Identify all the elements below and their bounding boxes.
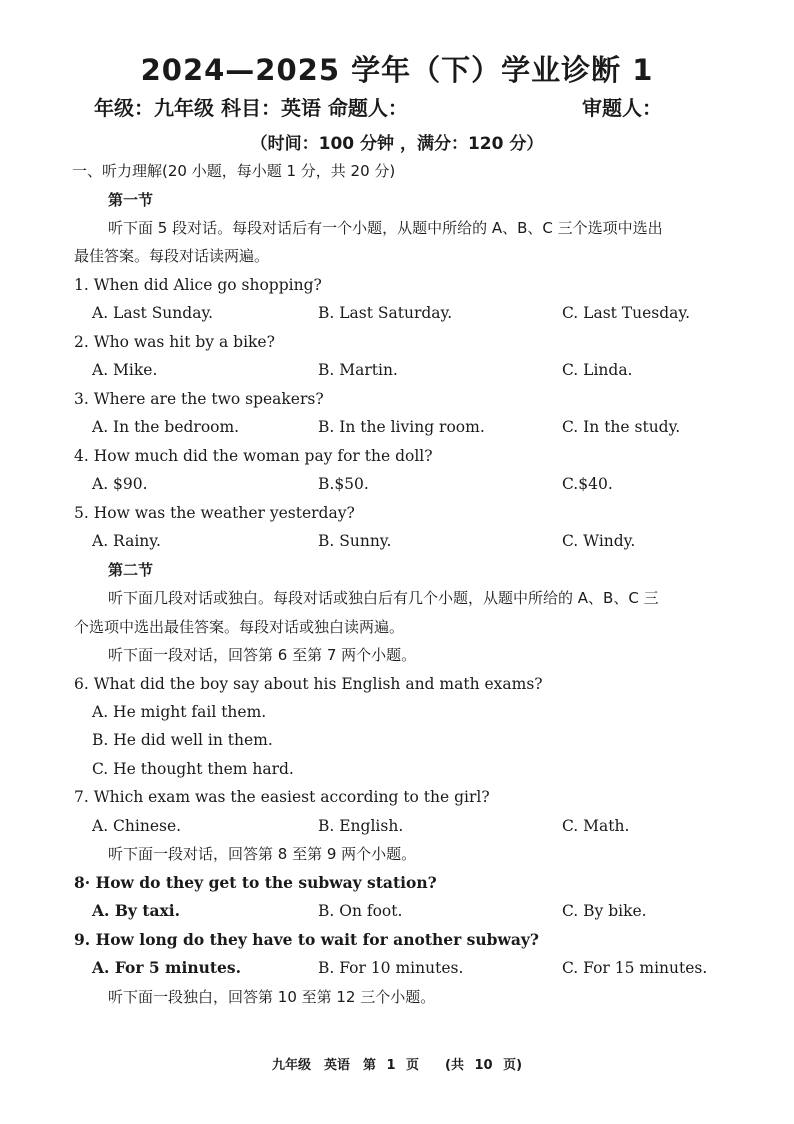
question-2-stem: 2. Who was hit by a bike? (74, 333, 275, 351)
question-6-option-b: B. He did well in them. (92, 731, 273, 749)
lead-8-9-line (0, 840, 794, 868)
question-5-option-a: A. Rainy. (92, 532, 161, 550)
section1-instruction-line2 (0, 242, 794, 270)
question-3-options (0, 413, 794, 441)
question-7-option-c: C. Math. (562, 817, 630, 835)
question-4-stem: 4. How much did the woman pay for the doll? (74, 447, 433, 465)
part1-heading-line (0, 157, 794, 185)
question-8-stem: 8· How do they get to the subway station? (74, 873, 437, 892)
section1-instruction-2: 最佳答案。每段对话读两遍。 (74, 247, 270, 265)
lead-6-7-line (0, 641, 794, 669)
question-4-stem-line (0, 442, 794, 470)
question-3-option-b: B. In the living room. (318, 418, 485, 436)
section1-title-line (0, 186, 794, 214)
question-1-stem: 1. When did Alice go shopping? (74, 276, 322, 294)
question-5-options (0, 527, 794, 555)
page-title: 2024—2025 学年（下）学业诊断 1 (140, 53, 654, 87)
question-5-stem: 5. How was the weather yesterday? (74, 504, 355, 522)
section2-instruction-1: 听下面几段对话或独白。每段对话或独白后有几个小题，从题中所给的 A、B、C 三 (108, 589, 659, 607)
exam-info-left: 年级：九年级 科目：英语 命题人： (94, 96, 408, 120)
section1-instruction-1: 听下面 5 段对话。每段对话后有一个小题，从题中所给的 A、B、C 三个选项中选出 (108, 219, 663, 237)
question-2-options (0, 356, 794, 384)
exam-info-reviewer: 审题人： (582, 96, 662, 120)
question-8-options (0, 897, 794, 925)
section2-instruction-line1 (0, 584, 794, 612)
question-6-option-c-line (0, 755, 794, 783)
question-4-option-a: A. $90. (92, 475, 148, 493)
question-5-stem-line (0, 499, 794, 527)
question-6-option-a: A. He might fail them. (92, 703, 267, 721)
question-6-option-a-line (0, 698, 794, 726)
section1-instruction-line1 (0, 214, 794, 242)
question-7-option-b: B. English. (318, 817, 404, 835)
exam-info-line (94, 92, 754, 126)
question-9-option-c: C. For 15 minutes. (562, 959, 708, 977)
question-6-stem-line (0, 670, 794, 698)
question-2-option-c: C. Linda. (562, 361, 633, 379)
lead-8-9: 听下面一段对话，回答第 8 至第 9 两个小题。 (108, 845, 417, 863)
question-6-option-b-line (0, 726, 794, 754)
question-9-options (0, 954, 794, 982)
page-footer: 九年级 英语 第 1 页 (共 10 页) (271, 1058, 523, 1073)
time-and-score: （时间：100 分钟 ，满分：120 分） (250, 134, 544, 154)
question-8-option-b: B. On foot. (318, 902, 403, 920)
question-7-stem: 7. Which exam was the easiest according to the girl? (74, 788, 490, 806)
question-4-options (0, 470, 794, 498)
lead-10-12-line (0, 983, 794, 1011)
question-7-stem-line (0, 783, 794, 811)
section2-instruction-line2 (0, 613, 794, 641)
lead-10-12: 听下面一段独白，回答第 10 至第 12 三个小题。 (108, 988, 436, 1006)
question-5-option-c: C. Windy. (562, 532, 636, 550)
question-8-option-a: A. By taxi. (92, 901, 181, 920)
question-6-option-c: C. He thought them hard. (92, 760, 294, 778)
question-1-options (0, 299, 794, 327)
question-9-option-a: A. For 5 minutes. (92, 958, 242, 977)
question-8-option-c: C. By bike. (562, 902, 647, 920)
question-7-option-a: A. Chinese. (92, 817, 182, 835)
question-6-stem: 6. What did the boy say about his English and math exams? (74, 675, 543, 693)
question-2-option-b: B. Martin. (318, 361, 398, 379)
question-4-option-c: C.$40. (562, 475, 613, 493)
question-2-option-a: A. Mike. (92, 361, 158, 379)
question-4-option-b: B.$50. (318, 475, 369, 493)
question-1-stem-line (0, 271, 794, 299)
section2-title: 第二节 (108, 561, 154, 579)
part1-heading: 一、听力理解(20 小题，每小题 1 分，共 20 分) (72, 162, 396, 180)
question-3-stem: 3. Where are the two speakers? (74, 390, 324, 408)
question-3-stem-line (0, 385, 794, 413)
question-8-stem-line (0, 869, 794, 897)
question-1-option-a: A. Last Sunday. (92, 304, 214, 322)
question-9-stem-line (0, 926, 794, 954)
question-3-option-a: A. In the bedroom. (92, 418, 240, 436)
question-1-option-b: B. Last Saturday. (318, 304, 453, 322)
section1-title: 第一节 (108, 191, 154, 209)
section2-title-line (0, 556, 794, 584)
question-2-stem-line (0, 328, 794, 356)
question-3-option-c: C. In the study. (562, 418, 681, 436)
question-1-option-c: C. Last Tuesday. (562, 304, 691, 322)
lead-6-7: 听下面一段对话，回答第 6 至第 7 两个小题。 (108, 646, 417, 664)
question-9-stem: 9. How long do they have to wait for another subway? (74, 930, 539, 949)
question-9-option-b: B. For 10 minutes. (318, 959, 464, 977)
question-5-option-b: B. Sunny. (318, 532, 392, 550)
section2-instruction-2: 个选项中选出最佳答案。每段对话或独白读两遍。 (74, 618, 405, 636)
question-7-options (0, 812, 794, 840)
